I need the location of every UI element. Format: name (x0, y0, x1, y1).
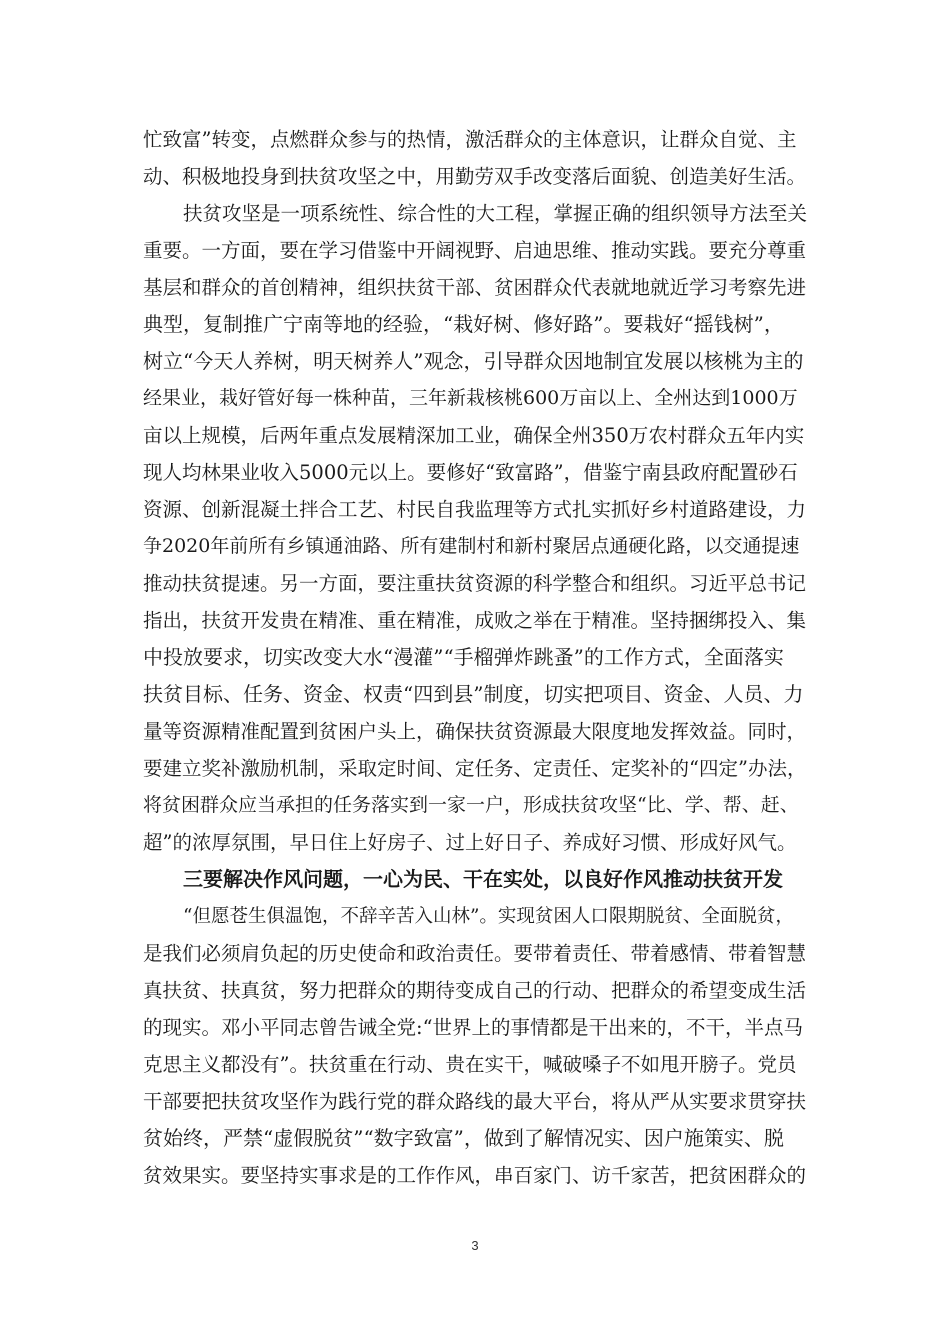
paragraph-line: 将贫困群众应当承担的任务落实到一家一户，形成扶贫攻坚“比、学、帮、赶、 (143, 794, 799, 816)
paragraph-line: 经果业，栽好管好每一株种苗，三年新栽核桃600万亩以上、全州达到1000万 (143, 387, 798, 409)
paragraph-line: 现人均林果业收入5000元以上。要修好“致富路”，借鉴宁南县政府配置砂石 (143, 461, 798, 484)
paragraph-line: 超”的浓厚氛围，早日住上好房子、过上好日子、养成好习惯、形成好风气。 (143, 831, 797, 854)
paragraph-line: 重要。一方面，要在学习借鉴中开阔视野、启迪思维、推动实践。要充分尊重 (143, 239, 807, 262)
paragraph-line: 典型，复制推广宁南等地的经验，“栽好树、修好路”。要栽好“摇钱树”， (143, 312, 784, 336)
paragraph-line: 基层和群众的首创精神，组织扶贫干部、贫困群众代表就地就近学习考察先进 (143, 276, 807, 299)
paragraph-line: 干部要把扶贫攻坚作为践行党的群众路线的最大平台，将从严从实要求贯穿扶 (143, 1090, 807, 1113)
paragraph-line: 扶贫攻坚是一项系统性、综合性的大工程，掌握正确的组织领导方法至关 (183, 202, 808, 225)
paragraph-line: 要建立奖补激励机制，采取定时间、定任务、定责任、定奖补的“四定”办法， (143, 757, 807, 780)
paragraph-line: 动、积极地投身到扶贫攻坚之中，用勤劳双手改变落后面貌、创造美好生活。 (143, 165, 807, 188)
paragraph-line: “但愿苍生俱温饱，不辞辛苦入山林”。实现贫困人口限期脱贫、全面脱贫， (183, 906, 794, 927)
paragraph-line: 资源、创新混凝土拌合工艺、村民自我监理等方式扎实抓好乡村道路建设，力 (143, 498, 807, 521)
paragraph-line: 贫始终，严禁“虚假脱贫”“数字致富”，做到了解情况实、因户施策实、脱 (143, 1126, 784, 1150)
section-heading: 三要解决作风问题，一心为民、干在实处，以良好作风推动扶贫开发 (183, 867, 783, 891)
paragraph-line: 是我们必须肩负起的历史使命和政治责任。要带着责任、带着感情、带着智慧 (143, 942, 807, 965)
paragraph-line: 忙致富”转变，点燃群众参与的热情，激活群众的主体意识，让群众自觉、主 (143, 128, 797, 151)
paragraph-line: 扶贫目标、任务、资金、权责“四到县”制度，切实把项目、资金、人员、力 (143, 682, 804, 706)
paragraph-line: 指出，扶贫开发贵在精准、重在精准，成败之举在于精准。坚持捆绑投入、集 (143, 609, 807, 632)
paragraph-line: 推动扶贫提速。另一方面，要注重扶贫资源的科学整合和组织。习近平总书记 (143, 572, 807, 595)
paragraph-line: 的现实。邓小平同志曾告诫全党:“世界上的事情都是干出来的，不干，半点马 (143, 1016, 804, 1039)
paragraph-line: 贫效果实。要坚持实事求是的工作作风，串百家门、访千家苦，把贫困群众的 (143, 1164, 807, 1187)
page-number: 3 (471, 1238, 479, 1253)
paragraph-line: 树立“今天人养树，明天树养人”观念，引导群众因地制宜发展以核桃为主的 (143, 349, 804, 373)
paragraph-line: 亩以上规模，后两年重点发展精深加工业，确保全州350万农村群众五年内实 (143, 424, 805, 447)
paragraph-line: 中投放要求，切实改变大水“漫灌”“手榴弹炸跳蚤”的工作方式，全面落实 (143, 645, 784, 669)
paragraph-line: 真扶贫、扶真贫，努力把群众的期待变成自己的行动、把群众的希望变成生活 (143, 979, 807, 1002)
paragraph-line: 克思主义都没有”。扶贫重在行动、贵在实干，喊破嗓子不如甩开膀子。党员 (143, 1053, 797, 1076)
paragraph-line: 争2020年前所有乡镇通油路、所有建制村和新村聚居点通硬化路，以交通提速 (143, 535, 800, 557)
paragraph-line: 量等资源精准配置到贫困户头上，确保扶贫资源最大限度地发挥效益。同时， (143, 720, 807, 743)
